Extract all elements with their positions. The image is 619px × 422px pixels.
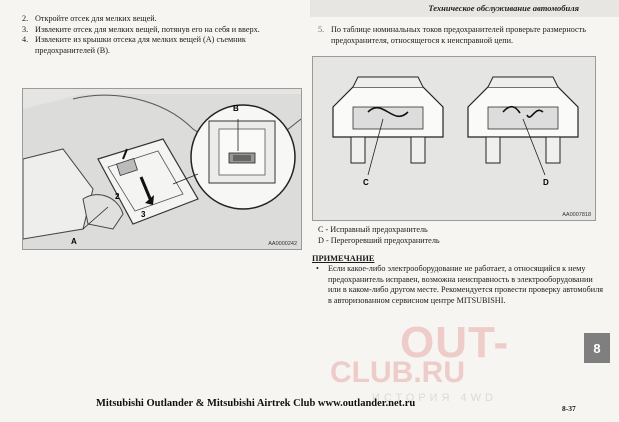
step-2: 2. Откройте отсек для мелких вещей. — [22, 14, 157, 23]
good-fuse — [333, 77, 443, 175]
legend-item-d: D - Перегоревший предохранитель — [318, 236, 440, 245]
instruction-steps — [22, 14, 304, 56]
figure-code: AA0000242 — [268, 241, 297, 247]
label-b: B — [233, 104, 239, 113]
note-text: • Если какое-либо электрооборудование не работает, а относящийся к нему предохранитель исправен, возможна неисправность в электрооборудовании или в каком-либо другом месте. Рекомендуется провести проверку автомобиля в авторизованном сервисном центре MITSUBISHI. — [316, 264, 604, 305]
fuse-legend — [318, 224, 440, 246]
fuse-comparison-illustration — [312, 56, 596, 221]
legend-item-c: C - Исправный предохранитель — [318, 225, 428, 234]
step-5: 5. По таблице номинальных токов предохранителей проверьте размерность предохранителя, относящегося к неисправной цепи. — [318, 25, 586, 45]
glovebox-drawing — [23, 89, 301, 249]
step-3: 3. Извлеките отсек для мелких вещей, потянув его на себя и вверх. — [22, 24, 260, 34]
fuse-puller-illustration — [22, 88, 302, 250]
watermark-line3: ИСТОРИЯ 4WD — [372, 392, 497, 404]
header-bar — [310, 0, 619, 17]
figure-code: AA0007818 — [562, 212, 591, 218]
bullet: • — [316, 264, 319, 273]
label-a: A — [71, 237, 77, 246]
label-3: 3 — [141, 210, 146, 219]
label-2: 2 — [115, 192, 120, 201]
fuse-drawing — [313, 57, 595, 220]
section-tab: 8 — [584, 333, 610, 363]
watermark-line2: CLUB.RU — [330, 356, 465, 389]
blown-fuse — [468, 77, 578, 175]
footer-text: Mitsubishi Outlander & Mitsubishi Airtrek Club www.outlander.net.ru — [96, 398, 416, 409]
label-d: D — [543, 178, 549, 187]
note-title: ПРИМЕЧАНИЕ — [312, 254, 375, 263]
page-number: 8-37 — [562, 404, 576, 413]
step-4: 4. Извлеките из крышки отсека для мелких вещей (A) съемник предохранителей (B). — [22, 35, 246, 55]
watermark-line1: OUT- — [400, 318, 510, 367]
label-c: C — [363, 178, 369, 187]
section-title: Техническое обслуживание автомобиля — [428, 3, 579, 13]
